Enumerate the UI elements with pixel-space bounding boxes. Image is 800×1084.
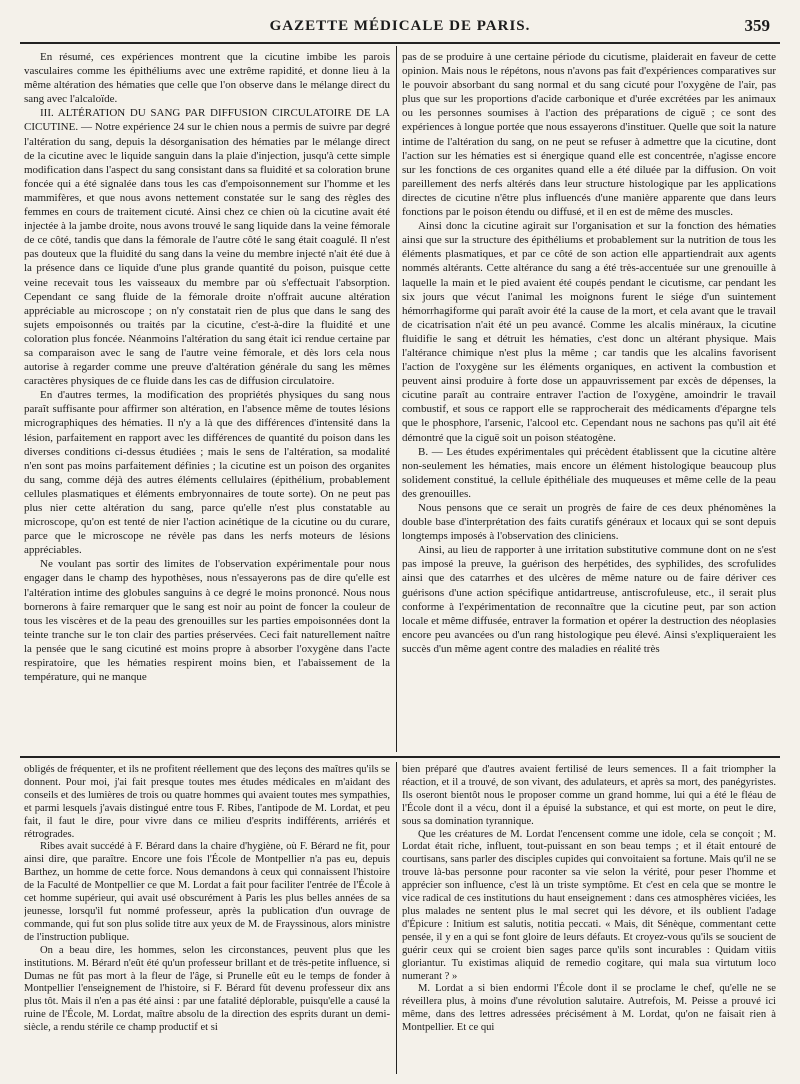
paragraph: Nous pensons que ce serait un progrès de faire de ces deux phénomènes la double base d'interprétation des faits curatifs généraux et locaux qui se sont depuis longtemps imposés à l'observation des cliniciens.	[402, 502, 776, 543]
paragraph: Que les créatures de M. Lordat l'encensent comme une idole, cela se conçoit ; M. Lordat était riche, influent, tout-puissant en son beau temps ; et il était entouré de courtisans, sans parler des disciples cupides qui convoitaient sa fortune. Mais qu'il ne se trouve là-bas personne pour raconter sa vie selon la vérité, pour peser l'homme et apprécier son influence, c'est là un triste symptôme. Et c'est en cela que se montre le vice radical de ces institutions du haut enseignement : dans ces atmosphères viciées, les plus malades ne sentent plus le mal secret qui les dévore, et ils oublient l'adage d'Épicure : Initium est salutis, notitia peccati. « Mais, dit Sénèque, commentant cette pensée, il y en a qui se font gloire de leurs défauts. Et croyez-vous qu'ils se soucient de guérir ceux qui se croient bien sages parce qu'ils sont incurables : Quidam vitiis gloriantur. Tu existimas aliquid de remedio cogitare, qui mala sua virtutum loco numerant ? »	[402, 828, 776, 982]
header-rule	[20, 42, 780, 44]
paragraph: M. Lordat a si bien endormi l'École dont il se proclame le chef, qu'elle ne se réveillera plus, à moins d'une révolution salutaire. Autrefois, M. Peisse a prouvé ici même, dans des lettres adressées précisément à M. Lordat, qu'on ne faisait rien à Montpellier. Et ce qui	[402, 983, 776, 1034]
column-divider-upper	[396, 46, 397, 752]
lower-right-column	[402, 764, 776, 1074]
upper-right-column	[402, 50, 776, 752]
paragraph: En résumé, ces expériences montrent que la cicutine imbibe les parois vasculaires comme les épithéliums avec une extrême rapidité, et donne lieu à la même altération des hématies que celle que l'on observe dans le mélange direct du sang avec l'alcaloïde.	[24, 51, 390, 106]
lower-left-column	[24, 764, 390, 1074]
section-paragraph: III. ALTÉRATION DU SANG PAR DIFFUSION CIRCULATOIRE DE LA CICUTINE. — Notre expérience 24 sur le chien nous a permis de suivre par degré l'altération du sang, depuis la désorganisation des hématies par le mélange direct de la cicutine avec le liquide sanguin dans la plaie d'injection, jusqu'à cette simple modification dans l'aspect du sang consistant dans sa fluidité et sa coloration brune foncée qui a été signalée dans tous les cas d'empoisonnement sur l'homme et les mammifères, et que nous avons nettement constatée sur le sang des règles des femmes en cours de traitement cicuté. Ainsi chez ce chien où la cicutine avait été injectée à la jambe droite, nous avons trouvé le sang liquide dans la veine fémorale de ce côté, tandis que dans la fémorale de l'autre côté le sang était coagulé. Il n'est pas douteux que la fluidité du sang dans la veine du membre injecté n'ait été due à la présence dans ce liquide d'une plus grande quantité du poison, puisque cette veine recevait tous les vaisseaux du membre par où s'effectuait l'absorption. Cependant ce sang fluide de la fémorale droite n'offrait aucune altération appréciable au microscope ; on n'y constatait rien de plus que dans le sang des sujets empoisonnés ou traités par la cicutine, c'est-à-dire la fluidité et une coloration plus foncée. Néanmoins l'altération du sang était ici rendue certaine par sa comparaison avec le sang de l'autre veine fémorale, et dès lors cela nous autorise à regarder comme une preuve d'altération générale du sang les mêmes caractères physiques de ce fluide dans les cas de diffusion circulatoire.	[24, 107, 390, 388]
paragraph: Ainsi donc la cicutine agirait sur l'organisation et sur la fonction des hématies ainsi que sur la structure des épithéliums et probablement sur la nutrition de tous les éléments plasmatiques, et par ce côté de son action elle appartiendrait aux agents nommés altérants. Cette altérance du sang a été très-accentuée sur une grenouille à laquelle la main et le pied avaient été coupés pendant le cicutisme, car pendant les six jours que vécut l'animal les moignons furent le siége d'un suintement hémorrhagiforme qui paraît avoir été la cause de la mort, et cela avant que le travail de cicatrisation n'ait été un peu avancé. Comme les alcalis minéraux, la cicutine fluidifie le sang et détruit les hématies, c'est donc un altérant physique. Mais l'altérance chimique n'est plus la même ; car tandis que les alcalins favorisent l'action de l'oxygène sur les éléments organiques, en activent la combustion et peuvent ainsi produire à forte dose un appauvrissement par excès de dépenses, la cicutine paraît au contraire entraver l'action de l'oxygène, amoindrir le travail combustif, et sous ce rapport elle se rapprocherait des médicaments d'épargne tels que le phosphore, l'arsenic, l'alcool etc. Cependant nous ne sachons pas qu'il ait été démontré que la ciguë soit un poison stéatogène.	[402, 220, 776, 444]
running-head	[0, 14, 800, 40]
section-separator	[20, 756, 780, 758]
paragraph: B. — Les études expérimentales qui précèdent établissent que la cicutine altère non-seulement les hématies, mais encore un élément histologique beaucoup plus solidement constitué, la cellule épithéliale des muqueuses et même celle de la peau des grenouilles.	[402, 445, 776, 500]
paragraph: Ne voulant pas sortir des limites de l'observation expérimentale pour nous engager dans le champ des hypothèses, nous n'essayerons pas de dire qu'elle est l'altération intime des globules sanguins à ce degré le moins prononcé. Nous nous bornerons à faire remarquer que le sang est noir au point de foncer la couleur de tous les viscères et de la peau des grenouilles sur les parties empoisonnées dont la teinte tranche sur le ton clair des parties préservées. Ceci fait naturellement naître la pensée que le sang cicutiné est moins propre à absorber l'oxygène dans l'acte respiratoire, que les hématies respirent moins bien, et l'abaissement de la température, qui ne manque	[24, 558, 390, 684]
paragraph: Ainsi, au lieu de rapporter à une irritation substitutive commune dont on ne s'est pas imposé la preuve, la guérison des herpétides, des syphilides, des scrofulides ainsi que des catarrhes et des ulcères de même nature ou de faire dériver ces guérisons d'une action spécifique antidartreuse, antiscrofuleuse, etc., il serait plus conforme à l'expérimentation de reconnaître que la cicutine peut, par son action locale et même diffusée, entraver la formation et opérer la destruction des néoplasies encore peu avancées ou d'un rang histologique peu élevé. Ainsi s'expliqueraient les succès d'un même agent contre des maladies en réalité très	[402, 544, 776, 655]
paragraph: On a beau dire, les hommes, selon les circonstances, peuvent plus que les institutions. M. Bérard n'eût été qu'un professeur brillant et de très-petite influence, si Dumas ne fût pas mort à la fleur de l'âge, si Prunelle eût eu le temps de fonder à Montpellier l'enseignement de l'histoire, si F. Bérard fût devenu professeur dix ans plus tôt. Mais il n'en a pas été ainsi : par une fatalité déplorable, puisqu'elle a causé la ruine de l'École, M. Lordat, maître absolu de la direction des esprits durant un demi-siècle, a rendu stérile ce champ productif et si	[24, 944, 390, 1034]
paragraph: obligés de fréquenter, et ils ne profitent réellement que des leçons des maîtres qu'ils se donnent. Pour moi, j'ai fait presque toutes mes études médicales en m'aidant des conseils et des lumières de trois ou quatre hommes qui avaient toutes mes sympathies, et parmi lesquels j'avais distingué entre tous F. Ribes, l'antipode de M. Lordat, et peu fait, il faut le dire, pour vivre dans ce milieu d'esprits indifférents, arriérés et rétrogrades.	[24, 764, 390, 840]
paragraph: pas de se produire à une certaine période du cicutisme, plaiderait en faveur de cette opinion. Mais nous le répétons, nous n'avons pas fait d'expériences comparatives sur le pouvoir absorbant du sang normal et du sang cicuté pour l'oxygène de l'air, pas plus que sur les proportions d'acide carbonique et d'urée excrétées par les animaux ou les personnes soumises à l'action des préparations de ciguë ; ce sont des expériences à longue portée que nous essayerons d'instituer. Quelle que soit la nature intime de l'altération du sang, on ne peut se refuser à admettre que la cicutine, dont l'action sur les hématies est si énergique quand elle est concentrée, n'agisse encore sur les fonctions de ces organites quand elle a été diluée par la diffusion. On voit pareillement des nerfs altérés dans leur structure histologique par les applications directes de cicutine n'être plus influencés d'une manière apparente que dans leurs fonctions par le poison étendu ou diffusé, et il en est de même des muscles.	[402, 51, 776, 219]
paragraph: En d'autres termes, la modification des propriétés physiques du sang nous paraît suffisante pour affirmer son altération, en l'absence même de toutes lésions micrographiques des hématies. Il n'y a là que des différences d'intensité dans la lésion, parfaitement en rapport avec les différences de quantité du poison dans les diverses conditions ci-dessus étudiées ; mais le sens de l'altération, sa modalité n'en sont pas moins parfaitement définies ; la cicutine est un poison des organites du sang, comme déjà des autres éléments cellulaires (épithélium, probablement cellules plasmatiques et éléments embryonnaires de toute sorte). On ne peut pas plus nier cette altération du sang, parce qu'elle n'est plus constatable au microscope, qu'on est tenté de nier l'action acinétique de la cicutine ou du curare, parce que le microscope ne révèle pas dans les nerfs moteurs de lésions appréciables.	[24, 389, 390, 557]
journal-title: GAZETTE MÉDICALE DE PARIS.	[269, 18, 531, 34]
column-divider-lower	[396, 762, 397, 1074]
page-number: 359	[744, 16, 770, 35]
paragraph: bien préparé que d'autres avaient fertilisé de leurs semences. Il a fait triompher la réaction, et il a trouvé, de son vivant, des adulateurs, et après sa mort, des panégyristes. Ils oseront bientôt nous le proposer comme un grand homme, lui qui a été le fléau de l'École dont il a vécu, dont il a épuisé la substance, et qui est morte, on peut le dire, sous sa domination tyrannique.	[402, 764, 776, 827]
upper-left-column	[24, 50, 390, 752]
paragraph: Ribes avait succédé à F. Bérard dans la chaire d'hygiène, où F. Bérard ne fit, pour ainsi dire, que paraître. Encore une fois l'École de Montpellier n'a pas eu, depuis Barthez, un homme de cette force. Nous demandons à ceux qui connaissent l'histoire de la Faculté de Montpellier ce que M. Lordat a fait pour faciliter l'entrée de l'École à cet homme supérieur, qui avait usé obscurément à Paris les plus belles années de sa jeunesse, lorsqu'il fut nommé professeur, après la publication d'un ouvrage de commande, qui fut son plus solide titre aux yeux de M. de Frayssinous, alors ministre de l'instruction publique.	[24, 841, 390, 943]
